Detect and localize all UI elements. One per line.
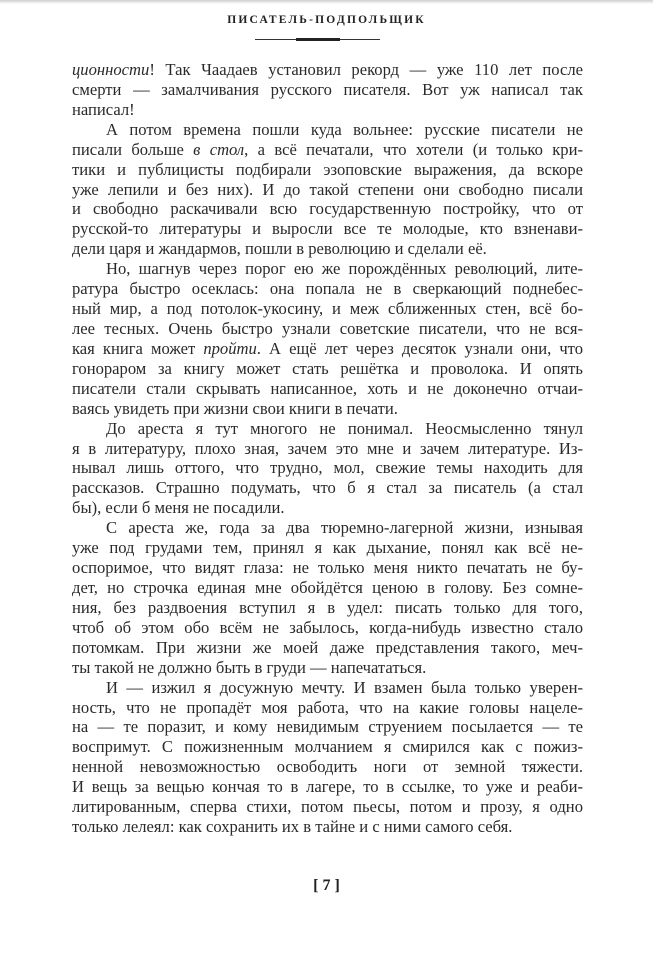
paragraph xyxy=(72,419,583,519)
page-top-shadow xyxy=(0,0,653,4)
text-line: С ареста же, года за два тюремно-лагерной жизни, изнывая xyxy=(106,518,583,538)
text-line: До ареста я тут многого не понимал. Неосмысленно тянул xyxy=(106,418,583,438)
text-line: И — изжил я досужную мечту. И взамен была только уверен- xyxy=(106,677,583,697)
text-line: уже лепили и без них). И до такой степени они свободно писали xyxy=(72,179,583,199)
text-line: писатели стали скрывать написанное, хоть и не доконечно отчаи- xyxy=(72,378,583,398)
header-rule-accent xyxy=(296,38,340,41)
text-line xyxy=(72,60,583,80)
text-line: литированным, сперва стихи, потом пьесы, потом и прозу, я одно xyxy=(72,797,583,817)
text-segment: кая книга может xyxy=(72,338,204,358)
text-segment: писали больше xyxy=(72,139,194,159)
running-header: ПИСАТЕЛЬ-ПОДПОЛЬЩИК xyxy=(227,14,426,26)
text-segment: , а всё печатали, что хотели (и только кри- xyxy=(244,139,583,159)
text-line: я в литературу, плохо зная, зачем это мне и зачем литературе. Из- xyxy=(72,438,583,458)
text-line: и свободно раскачивали всю государственную постройку, что от xyxy=(72,199,583,219)
paragraph xyxy=(72,259,583,418)
text-line: ность, что не пропадёт моя работа, что на какие головы нацеле- xyxy=(72,697,583,717)
text-line: смерти — замалчивания русского писателя. Вот уж написал так xyxy=(72,79,583,99)
text-line: оспоримое, что видят глаза: не только меня никто печатать не бу- xyxy=(72,558,583,578)
text-segment: ! Так Чаадаев установил рекорд — уже 110 лет после xyxy=(149,60,583,79)
text-line: дет, но строчка единая мне обойдётся ценою в голову. Без сомне- xyxy=(72,577,583,597)
text-line: ты такой не должно быть в груди — напечататься. xyxy=(72,657,427,677)
italic-emphasis: в стол xyxy=(193,139,245,159)
text-line: дели царя и жандармов, пошли в революцию и сделали её. xyxy=(72,239,487,259)
text-segment: . А ещё лет через десяток узнали они, что xyxy=(256,338,584,358)
page-number: [ 7 ] xyxy=(313,877,340,894)
text-line: ненной невозможностью освободить ноги от земной тяжести. xyxy=(72,757,583,777)
paragraph xyxy=(72,678,583,837)
text-line: только лелеял: как сохранить их в тайне и с ними самого себя. xyxy=(72,817,513,837)
text-line: уже под грудами тем, принял я как дыхание, понял как всё не- xyxy=(72,538,583,558)
paragraph xyxy=(72,120,583,259)
italic-emphasis: ционности xyxy=(72,60,150,79)
text-line: написал! xyxy=(72,99,135,119)
text-line: лее тесных. Очень быстро узнали советские писатели, что не вся- xyxy=(72,318,583,338)
text-line: бы), если б меня не посадили. xyxy=(72,498,285,518)
text-line: нывал лишь оттого, что трудно, мол, свежие темы находить для xyxy=(72,458,583,478)
text-line: ваясь увидеть при жизни свои книги в печати. xyxy=(72,398,398,418)
text-line: Но, шагнув через порог ею же порождённых революций, лите- xyxy=(106,259,583,279)
text-line: гонораром за книгу может стать решётка и проволока. И опять xyxy=(72,358,583,378)
text-line: тики и публицисты подбирали эзоповские выражения, да вскоре xyxy=(72,159,583,179)
text-line: ратура быстро осеклась: она попала не в сверкающий поднебес- xyxy=(72,279,583,299)
text-line: рассказов. Страшно подумать, что б я стал за писатель (а стал xyxy=(72,478,583,498)
italic-emphasis: пройти xyxy=(203,338,257,358)
text-line: И вещь за вещью кончая то в лагере, то в ссылке, то уже и реаби- xyxy=(72,777,583,797)
paragraph xyxy=(72,518,583,677)
page-body-text xyxy=(72,60,583,837)
text-line: А потом времена пошли куда вольнее: русские писатели не xyxy=(106,119,583,139)
text-line: чтоб об этом обо всём не забылось, когда-нибудь известно стало xyxy=(72,617,583,637)
text-line xyxy=(72,140,583,160)
text-line xyxy=(72,339,583,359)
paragraph xyxy=(72,60,583,120)
text-line: потомкам. При жизни же моей даже представления такого, меч- xyxy=(72,637,583,657)
text-line: ный мир, а под потолок-укосину, и меж сближенных стен, всё бо- xyxy=(72,299,583,319)
text-line: воспримут. С пожизненным молчанием я смирился как с пожиз- xyxy=(72,737,583,757)
text-line: на — те поразит, и кому невидимым струением посылается — те xyxy=(72,717,583,737)
text-line: русской-то литературы и выросли все те молодые, кто взненави- xyxy=(72,219,583,239)
text-line: ния, без раздвоения вступил я в удел: писать только для того, xyxy=(72,597,583,617)
